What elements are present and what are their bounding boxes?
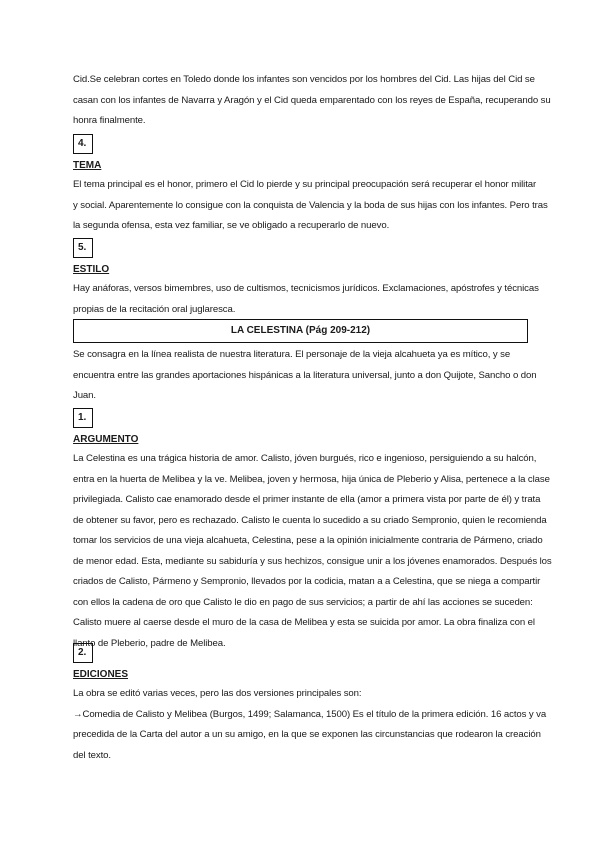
text-line: precedida de la Carta del autor a un su amigo, en la que se exponen las circunstancias que rodearon la creación (73, 729, 541, 740)
text-line: de menor edad. Esta, mediante su sabiduría y sus hechizos, consigue unir a los jóvenes enamorados. Después los (73, 555, 552, 567)
text-line: propias de la recitación oral juglaresca. (73, 303, 236, 315)
text-line: la segunda ofensa, esta vez familiar, se ve obligado a recuperarlo de nuevo. (73, 220, 390, 231)
text-line: Se consagra en la línea realista de nuestra literatura. El personaje de la vieja alcahueta ya es mítico, y se (73, 349, 511, 360)
text-line: casan con los infantes de Navarra y Aragón y el Cid queda emparentado con los reyes de España, recuperando su (73, 94, 551, 106)
text-line: El tema principal es el honor, primero el Cid lo pierde y su principal preocupación será recuperar el honor militar (73, 179, 537, 190)
text-line: criados de Calisto, Pármeno y Sempronio, llevados por la codicia, matan a a Celestina, que se niega a compartir (73, 576, 541, 587)
section-paragraph-ediciones (73, 684, 547, 766)
text-line: Cid.Se celebran cortes en Toledo donde los infantes son vencidos por los hombres del Cid. Las hijas del Cid se (73, 74, 535, 85)
section-paragraph-argumento (73, 449, 552, 654)
text-line: tomar los servicios de una vieja alcahueta, Celestina, pese a la opinión inicialmente contraria de Pármeno, criado (73, 535, 543, 546)
section-number-box: 4. (73, 134, 93, 154)
text-line: →Comedia de Calisto y Melibea (Burgos, 1499; Salamanca, 1500) Es el título de la primera edición. 16 actos y va (73, 708, 547, 720)
section-heading-argumento: ARGUMENTO (73, 434, 139, 445)
text-line: Calisto muere al caerse desde el muro de la casa de Melibea y esta se suicida por amor. La obra finaliza con el (73, 617, 535, 628)
section-paragraph-estilo (73, 279, 539, 320)
text-line: y social. Aparentemente lo consigue con la conquista de Valencia y la boda de sus hijas con los infantes. Pero tras (73, 199, 548, 211)
section-heading-ediciones: EDICIONES (73, 669, 129, 680)
text-line: Hay anáforas, versos bimembres, uso de cultismos, tecnicismos jurídicos. Exclamaciones, apóstrofes y técnicas (73, 283, 539, 294)
text-line: La obra se editó varias veces, pero las dos versiones principales son: (73, 688, 362, 699)
section-heading-tema: TEMA (73, 160, 102, 171)
text-line: entra en la huerta de Melibea y la ve. Melibea, joven y hermosa, hija única de Pleberio y Alisa, pertenece a la clase (73, 473, 550, 485)
section-heading-estilo: ESTILO (73, 264, 110, 275)
text-line: encuentra entre las grandes aportaciones hispánicas a la literatura universal, junto a don Quijote, Sancho o don (73, 369, 537, 381)
text-line: con ellos la cadena de oro que Calisto le dio en pago de sus servicios; a partir de ahí las acciones se suceden: (73, 596, 533, 608)
section-number-box: 1. (73, 408, 93, 428)
text-line: llanto de Pleberio, padre de Melibea. (73, 637, 226, 649)
text-line: del texto. (73, 749, 111, 761)
section-paragraph-tema (73, 175, 548, 237)
text-line: honra finalmente. (73, 115, 146, 126)
text-line: Juan. (73, 390, 96, 401)
section-number-box: 2. (73, 643, 93, 663)
work-intro-paragraph (73, 345, 537, 407)
intro-paragraph (73, 70, 551, 132)
text-line: La Celestina es una trágica historia de amor. Calisto, jóven burgués, rico e ingenioso, persiguiendo a su halcón, (73, 453, 537, 464)
text-line: privilegiada. Calisto cae enamorado desde el primer instante de ella (amor a primera vista por parte de él) y trata (73, 494, 541, 505)
text-line: de obtener su favor, pero es rechazado. Calisto le cuenta lo sucedido a su criado Sempronio, quien le recomienda (73, 514, 547, 526)
section-number-box: 5. (73, 238, 93, 258)
work-title-box: LA CELESTINA (Pág 209-212) (73, 319, 528, 343)
